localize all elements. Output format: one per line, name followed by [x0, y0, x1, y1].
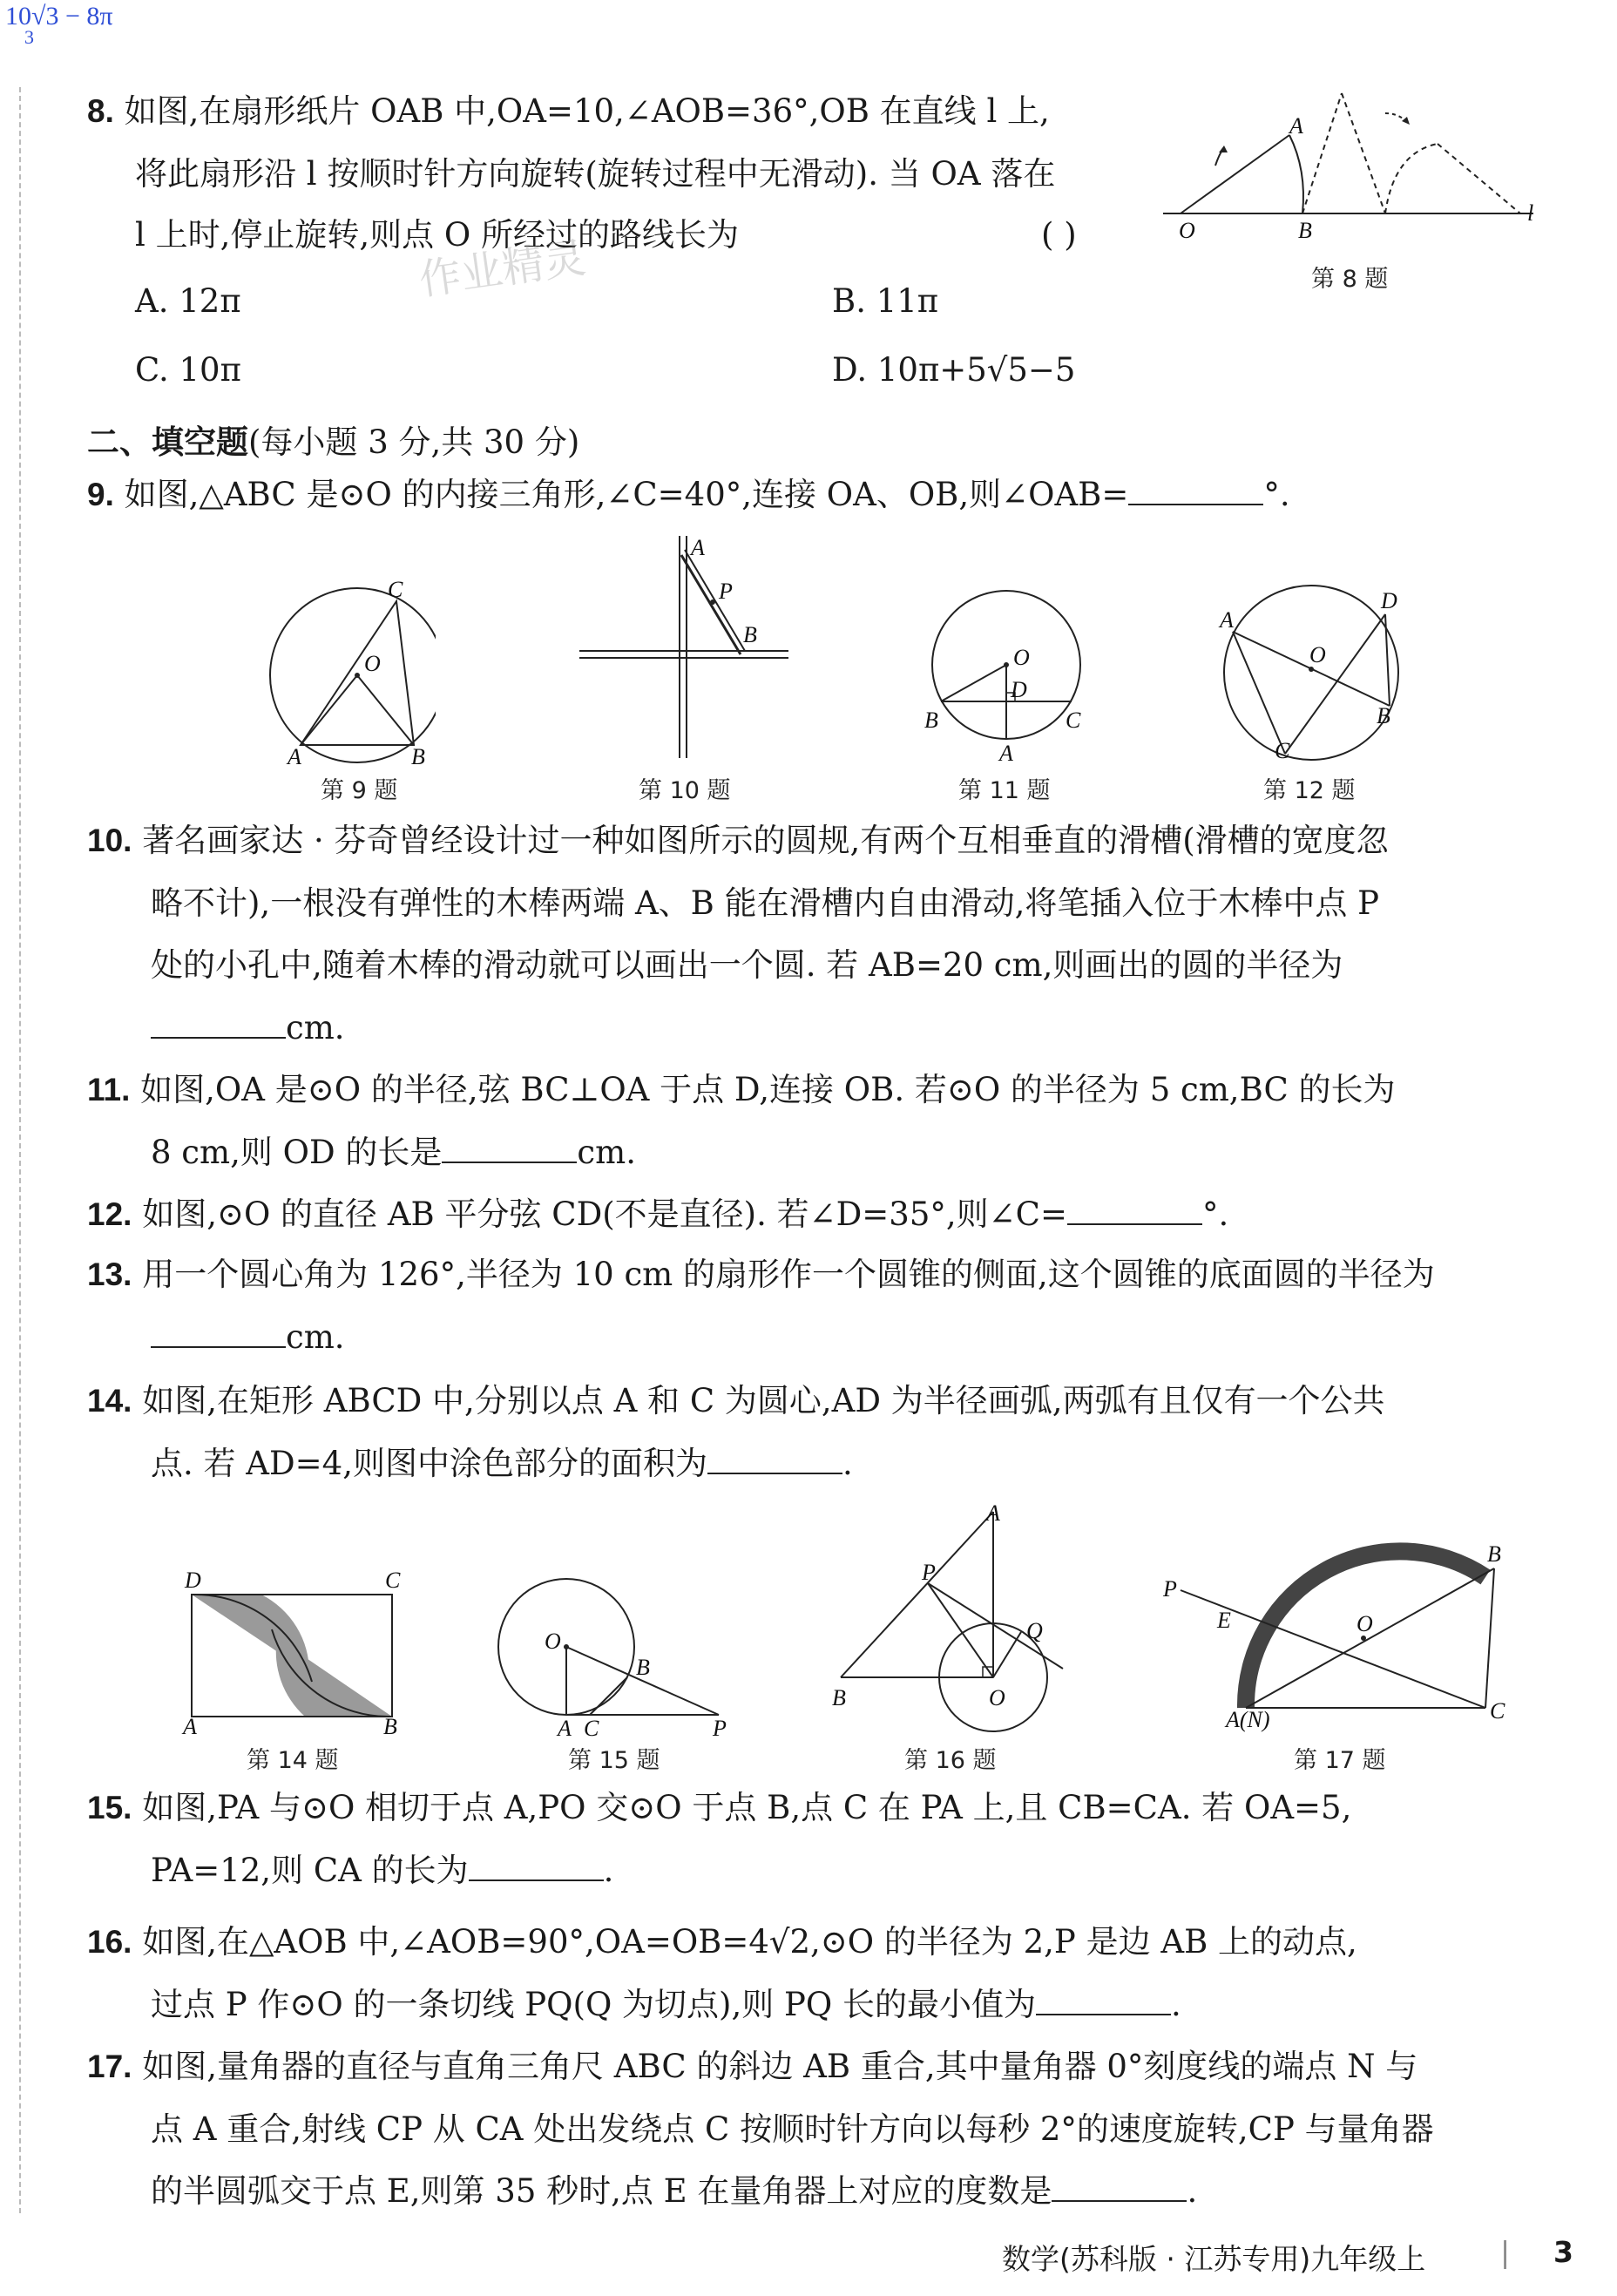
svg-text:B: B — [743, 622, 757, 647]
question-13-line2: cm. — [151, 1320, 345, 1355]
svg-text:B: B — [411, 744, 425, 769]
svg-text:D: D — [1381, 588, 1397, 613]
svg-text:A: A — [999, 741, 1013, 766]
option-d[interactable]: D. 10π+5√5−5 — [832, 351, 1076, 389]
svg-text:B: B — [924, 708, 938, 733]
section-2-title: 二、填空题(每小题 3 分,共 30 分) — [87, 423, 580, 461]
fig8-label-l: l — [1527, 200, 1534, 226]
svg-text:C: C — [1275, 738, 1290, 763]
svg-text:Q: Q — [1026, 1618, 1043, 1643]
question-10-line2: 略不计),一根没有弹性的木棒两端 A、B 能在滑槽内自由滑动,将笔插入位于木棒中点 P — [151, 884, 1380, 922]
svg-text:P: P — [922, 1560, 936, 1585]
svg-text:B: B — [383, 1714, 397, 1734]
answer-blank-14[interactable] — [707, 1446, 842, 1474]
svg-text:A(N): A(N) — [1226, 1707, 1270, 1732]
watermark: 作业精灵 — [416, 233, 589, 306]
question-14-line2: 点. 若 AD=4,则图中涂色部分的面积为 . — [151, 1445, 853, 1482]
question-15-line2: PA=12,则 CA 的长为 . — [151, 1852, 614, 1889]
question-9: 9. 如图,△ABC 是⊙O 的内接三角形,∠C=40°,连接 OA、OB,则∠OAB= °. — [87, 476, 1290, 513]
figure-9 — [261, 571, 436, 771]
svg-text:A: A — [691, 536, 705, 560]
question-10-line4: cm. — [151, 1011, 345, 1046]
question-16-line2: 过点 P 作⊙O 的一条切线 PQ(Q 为切点),则 PQ 长的最小值为 . — [151, 1986, 1181, 2023]
caption-fig9: 第 9 题 — [321, 777, 398, 804]
question-8-line2: 将此扇形沿 l 按顺时针方向旋转(旋转过程中无滑动). 当 OA 落在 — [135, 155, 1056, 193]
footer-book-title: 数学(苏科版 · 江苏专用)九年级上 — [1002, 2242, 1426, 2276]
svg-text:A: A — [288, 744, 301, 769]
page-number: 3 — [1553, 2235, 1573, 2269]
svg-text:C: C — [1490, 1698, 1505, 1724]
caption-fig16: 第 16 题 — [904, 1747, 997, 1774]
question-8-line3: l 上时,停止旋转,则点 O 所经过的路线长为 — [135, 216, 739, 254]
question-16-line1: 16. 如图,在△AOB 中,∠AOB=90°,OA=OB=4√2,⊙O 的半径为 2,P 是边 AB 上的动点, — [87, 1923, 1357, 1961]
svg-text:A: A — [1220, 607, 1234, 633]
question-10-line3: 处的小孔中,随着木棒的滑动就可以画出一个圆. 若 AB=20 cm,则画出的圆的半径为 — [151, 946, 1343, 984]
option-c[interactable]: C. 10π — [135, 351, 241, 389]
svg-text:P: P — [713, 1716, 727, 1738]
question-17-line1: 17. 如图,量角器的直径与直角三角尺 ABC 的斜边 AB 重合,其中量角器 0°刻度线的端点 N 与 — [87, 2048, 1418, 2085]
caption-fig15: 第 15 题 — [568, 1747, 660, 1774]
svg-text:A: A — [558, 1716, 572, 1738]
caption-fig17: 第 17 题 — [1294, 1747, 1386, 1774]
svg-text:O: O — [545, 1629, 561, 1654]
question-17-line2: 点 A 重合,射线 CP 从 CA 处出发绕点 C 按顺时针方向以每秒 2°的速度旋转,CP 与量角器 — [151, 2110, 1434, 2148]
svg-text:C: C — [388, 577, 403, 602]
question-8-line1: 8. 如图,在扇形纸片 OAB 中,OA=10,∠AOB=36°,OB 在直线 l 上, — [87, 92, 1050, 130]
answer-blank-9[interactable] — [1128, 477, 1263, 505]
answer-blank-11[interactable] — [442, 1135, 577, 1163]
question-12: 12. 如图,⊙O 的直径 AB 平分弦 CD(不是直径). 若∠D=35°,则∠C= °. — [87, 1195, 1229, 1233]
caption-fig8: 第 8 题 — [1311, 266, 1389, 293]
svg-text:D: D — [185, 1568, 201, 1593]
svg-text:C: C — [584, 1716, 599, 1738]
figure-8 — [1163, 83, 1546, 240]
question-11-line1: 11. 如图,OA 是⊙O 的半径,弦 BC⊥OA 于点 D,连接 OB. 若⊙O 的半径为 5 cm,BC 的长为 — [87, 1071, 1396, 1108]
fig8-label-o: O — [1179, 218, 1195, 240]
svg-text:D: D — [1011, 677, 1027, 702]
svg-text:B: B — [636, 1655, 650, 1680]
answer-blank-15[interactable] — [469, 1853, 604, 1881]
answer-blank-12[interactable] — [1067, 1197, 1202, 1225]
svg-text:P: P — [1163, 1576, 1177, 1602]
caption-fig10: 第 10 题 — [639, 777, 731, 804]
option-a[interactable]: A. 12π — [135, 282, 241, 320]
svg-text:O: O — [1357, 1611, 1373, 1636]
figure-15 — [497, 1568, 732, 1738]
figure-16 — [828, 1503, 1080, 1738]
svg-text:C: C — [385, 1568, 401, 1593]
margin-line — [19, 87, 21, 2213]
svg-text:E: E — [1217, 1608, 1231, 1633]
question-13-line1: 13. 用一个圆心角为 126°,半径为 10 cm 的扇形作一个圆锥的侧面,这个圆锥的底面圆的半径为 — [87, 1256, 1435, 1293]
figure-17 — [1163, 1499, 1512, 1743]
caption-fig14: 第 14 题 — [247, 1747, 339, 1774]
svg-text:B: B — [1377, 703, 1390, 728]
figure-10 — [579, 536, 793, 762]
caption-fig11: 第 11 题 — [958, 777, 1051, 804]
answer-blank-10[interactable] — [151, 1011, 286, 1039]
svg-text:B: B — [832, 1685, 846, 1710]
fig8-label-a: A — [1289, 113, 1303, 139]
fig8-label-b: B — [1298, 218, 1312, 240]
question-15-line1: 15. 如图,PA 与⊙O 相切于点 A,PO 交⊙O 于点 B,点 C 在 PA 上,且 CB=CA. 若 OA=5, — [87, 1789, 1352, 1826]
answer-blank-17[interactable] — [1052, 2174, 1187, 2202]
question-10-line1: 10. 著名画家达 · 芬奇曾经设计过一种如图所示的圆规,有两个互相垂直的滑槽(滑槽的宽度忽 — [87, 822, 1389, 859]
svg-text:O: O — [1013, 645, 1030, 670]
question-17-line3: 的半圆弧交于点 E,则第 35 秒时,点 E 在量角器上对应的度数是 . — [151, 2172, 1198, 2210]
svg-text:P: P — [719, 579, 733, 604]
answer-paren: ( ) — [1041, 216, 1077, 254]
answer-blank-13[interactable] — [151, 1320, 286, 1348]
question-14-line1: 14. 如图,在矩形 ABCD 中,分别以点 A 和 C 为圆心,AD 为半径画弧,两弧有且仅有一个公共 — [87, 1382, 1385, 1419]
figure-12 — [1215, 584, 1416, 767]
svg-text:O: O — [1309, 642, 1326, 667]
svg-text:A: A — [986, 1503, 1000, 1526]
svg-text:B: B — [1487, 1541, 1501, 1567]
top-corner-formula: 10√3 − 8π — [5, 2, 113, 30]
question-11-line2: 8 cm,则 OD 的长是 cm. — [151, 1134, 636, 1171]
option-b[interactable]: B. 11π — [832, 282, 939, 320]
svg-text:A: A — [183, 1714, 197, 1734]
svg-text:O: O — [989, 1685, 1005, 1710]
figure-14 — [174, 1568, 418, 1734]
footer-separator: | — [1500, 2235, 1511, 2269]
caption-fig12: 第 12 题 — [1263, 777, 1356, 804]
svg-text:O: O — [364, 651, 381, 676]
figure-11 — [919, 588, 1093, 767]
answer-blank-16[interactable] — [1036, 1988, 1171, 2015]
svg-text:C: C — [1066, 708, 1081, 733]
top-corner-denominator: 3 — [24, 26, 34, 48]
